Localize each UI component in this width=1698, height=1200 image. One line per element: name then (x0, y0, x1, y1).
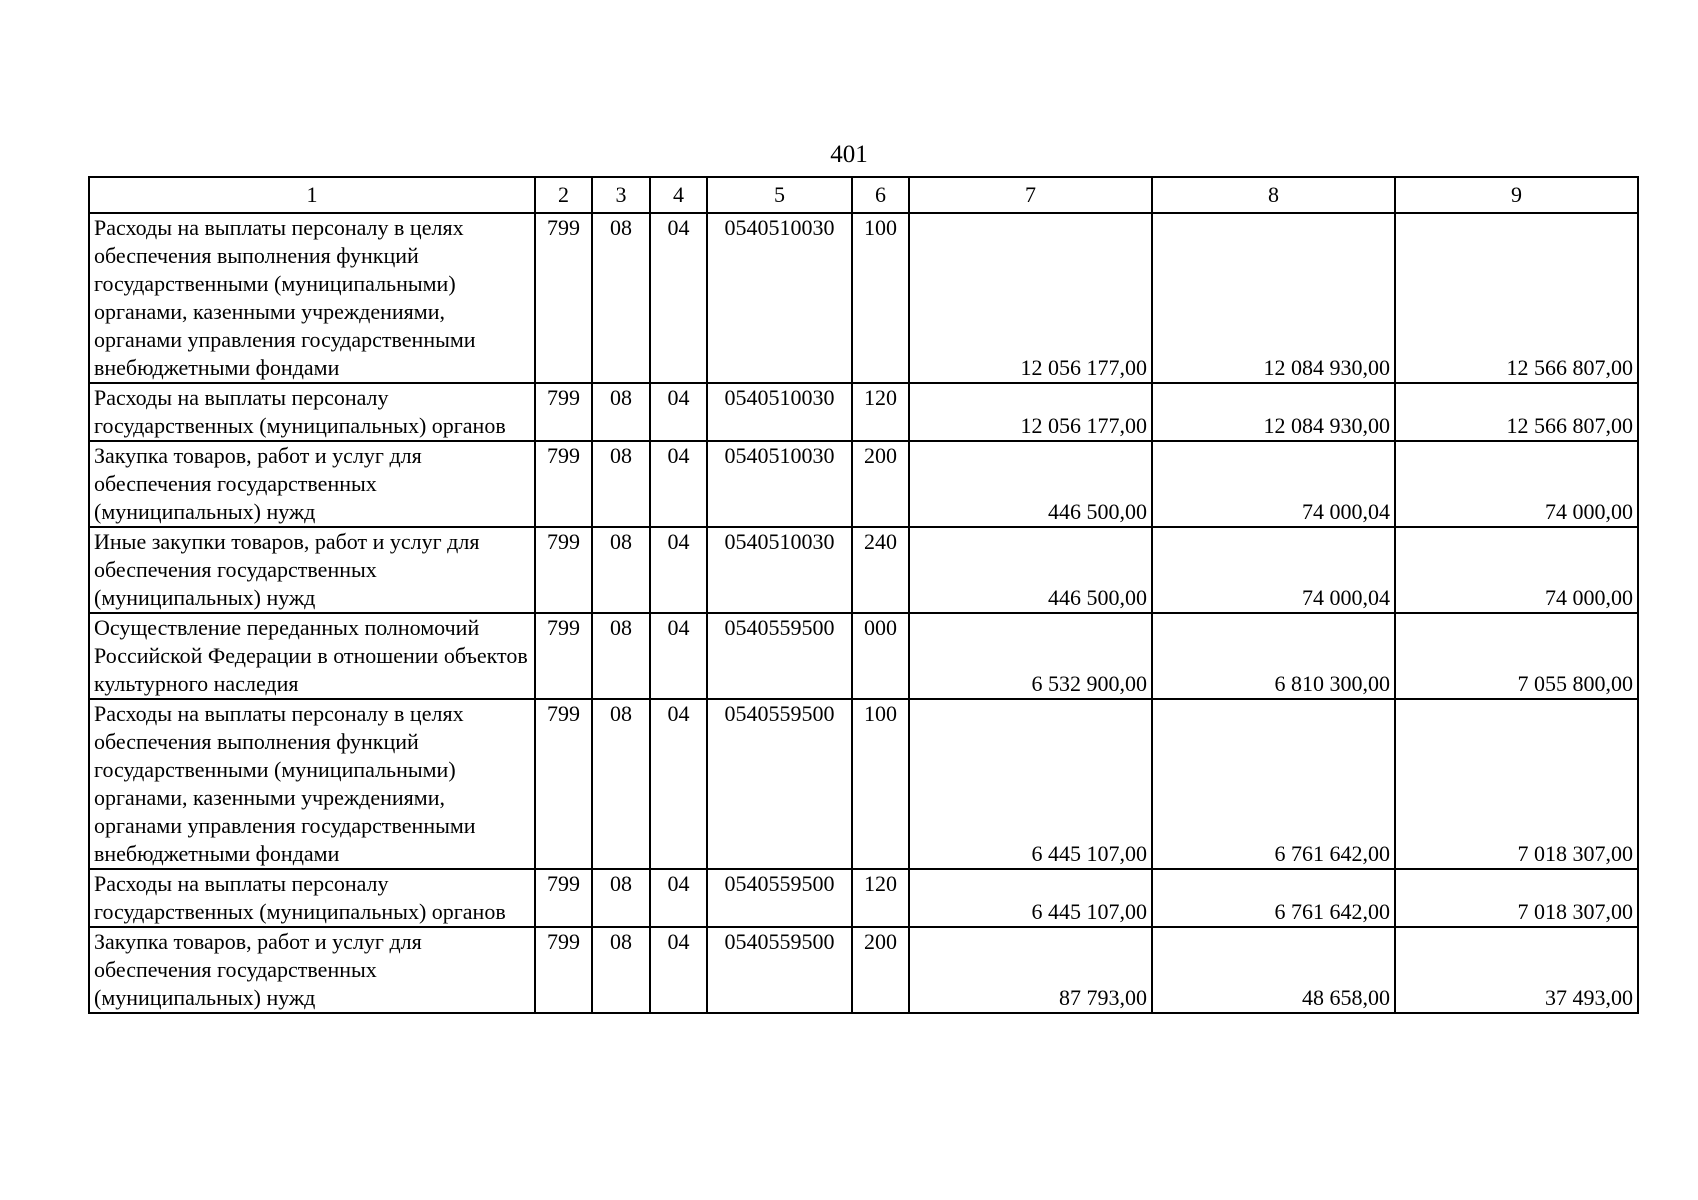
code-cell: 08 (592, 699, 650, 869)
amount-cell: 87 793,00 (909, 927, 1152, 1013)
code-cell: 08 (592, 927, 650, 1013)
header-cell: 2 (535, 177, 592, 213)
expense-name-cell: Осуществление переданных полномочий Российской Федерации в отношении объектов культурного наследия (89, 613, 535, 699)
amount-cell: 12 056 177,00 (909, 383, 1152, 441)
code-cell: 799 (535, 383, 592, 441)
header-cell: 8 (1152, 177, 1395, 213)
amount-cell: 12 084 930,00 (1152, 213, 1395, 383)
expense-name-cell: Закупка товаров, работ и услуг для обеспечения государственных (муниципальных) нужд (89, 441, 535, 527)
header-cell: 1 (89, 177, 535, 213)
code-cell: 100 (852, 699, 909, 869)
amount-cell: 74 000,04 (1152, 441, 1395, 527)
amount-cell: 7 055 800,00 (1395, 613, 1638, 699)
amount-cell: 74 000,04 (1152, 527, 1395, 613)
code-cell: 120 (852, 383, 909, 441)
code-cell: 799 (535, 213, 592, 383)
code-cell: 0540510030 (707, 441, 852, 527)
header-cell: 4 (650, 177, 707, 213)
code-cell: 0540559500 (707, 613, 852, 699)
code-cell: 0540559500 (707, 699, 852, 869)
code-cell: 04 (650, 441, 707, 527)
amount-cell: 7 018 307,00 (1395, 869, 1638, 927)
table-row (89, 927, 1638, 1013)
page-number: 401 (830, 141, 868, 168)
code-cell: 799 (535, 613, 592, 699)
code-cell: 0540559500 (707, 927, 852, 1013)
code-cell: 04 (650, 613, 707, 699)
expense-name-cell: Расходы на выплаты персоналу в целях обеспечения выполнения функций государственными (муниципальными) органами, казенными учреждениями, органами управления государственными внебюджетными фондами (89, 699, 535, 869)
code-cell: 240 (852, 527, 909, 613)
code-cell: 000 (852, 613, 909, 699)
header-cell: 9 (1395, 177, 1638, 213)
amount-cell: 6 761 642,00 (1152, 869, 1395, 927)
amount-cell: 12 566 807,00 (1395, 213, 1638, 383)
header-cell: 3 (592, 177, 650, 213)
expense-name-cell: Расходы на выплаты персоналу государственных (муниципальных) органов (89, 383, 535, 441)
code-cell: 0540510030 (707, 383, 852, 441)
code-cell: 08 (592, 383, 650, 441)
expense-name-cell: Расходы на выплаты персоналу государственных (муниципальных) органов (89, 869, 535, 927)
table-row (89, 383, 1638, 441)
table-row (89, 441, 1638, 527)
code-cell: 0540510030 (707, 213, 852, 383)
code-cell: 799 (535, 927, 592, 1013)
code-cell: 04 (650, 383, 707, 441)
code-cell: 08 (592, 613, 650, 699)
code-cell: 200 (852, 927, 909, 1013)
code-cell: 04 (650, 927, 707, 1013)
header-cell: 6 (852, 177, 909, 213)
amount-cell: 7 018 307,00 (1395, 699, 1638, 869)
amount-cell: 12 566 807,00 (1395, 383, 1638, 441)
code-cell: 08 (592, 441, 650, 527)
amount-cell: 6 445 107,00 (909, 699, 1152, 869)
table-row (89, 213, 1638, 383)
amount-cell: 6 761 642,00 (1152, 699, 1395, 869)
amount-cell: 74 000,00 (1395, 441, 1638, 527)
code-cell: 200 (852, 441, 909, 527)
code-cell: 04 (650, 869, 707, 927)
code-cell: 08 (592, 527, 650, 613)
expense-name-cell: Закупка товаров, работ и услуг для обеспечения государственных (муниципальных) нужд (89, 927, 535, 1013)
table-row (89, 699, 1638, 869)
budget-table (88, 176, 1639, 1014)
amount-cell: 6 532 900,00 (909, 613, 1152, 699)
amount-cell: 48 658,00 (1152, 927, 1395, 1013)
code-cell: 0540559500 (707, 869, 852, 927)
amount-cell: 6 445 107,00 (909, 869, 1152, 927)
table-row (89, 613, 1638, 699)
code-cell: 0540510030 (707, 527, 852, 613)
header-cell: 7 (909, 177, 1152, 213)
amount-cell: 446 500,00 (909, 527, 1152, 613)
code-cell: 04 (650, 527, 707, 613)
code-cell: 120 (852, 869, 909, 927)
amount-cell: 12 084 930,00 (1152, 383, 1395, 441)
expense-name-cell: Расходы на выплаты персоналу в целях обеспечения выполнения функций государственными (муниципальными) органами, казенными учреждениями, органами управления государственными внебюджетными фондами (89, 213, 535, 383)
code-cell: 04 (650, 213, 707, 383)
header-row (89, 177, 1638, 213)
amount-cell: 446 500,00 (909, 441, 1152, 527)
code-cell: 799 (535, 527, 592, 613)
code-cell: 100 (852, 213, 909, 383)
code-cell: 799 (535, 699, 592, 869)
amount-cell: 74 000,00 (1395, 527, 1638, 613)
expense-name-cell: Иные закупки товаров, работ и услуг для обеспечения государственных (муниципальных) нужд (89, 527, 535, 613)
table-row (89, 527, 1638, 613)
code-cell: 04 (650, 699, 707, 869)
header-cell: 5 (707, 177, 852, 213)
table-row (89, 869, 1638, 927)
code-cell: 799 (535, 869, 592, 927)
code-cell: 799 (535, 441, 592, 527)
amount-cell: 6 810 300,00 (1152, 613, 1395, 699)
amount-cell: 12 056 177,00 (909, 213, 1152, 383)
amount-cell: 37 493,00 (1395, 927, 1638, 1013)
code-cell: 08 (592, 213, 650, 383)
code-cell: 08 (592, 869, 650, 927)
